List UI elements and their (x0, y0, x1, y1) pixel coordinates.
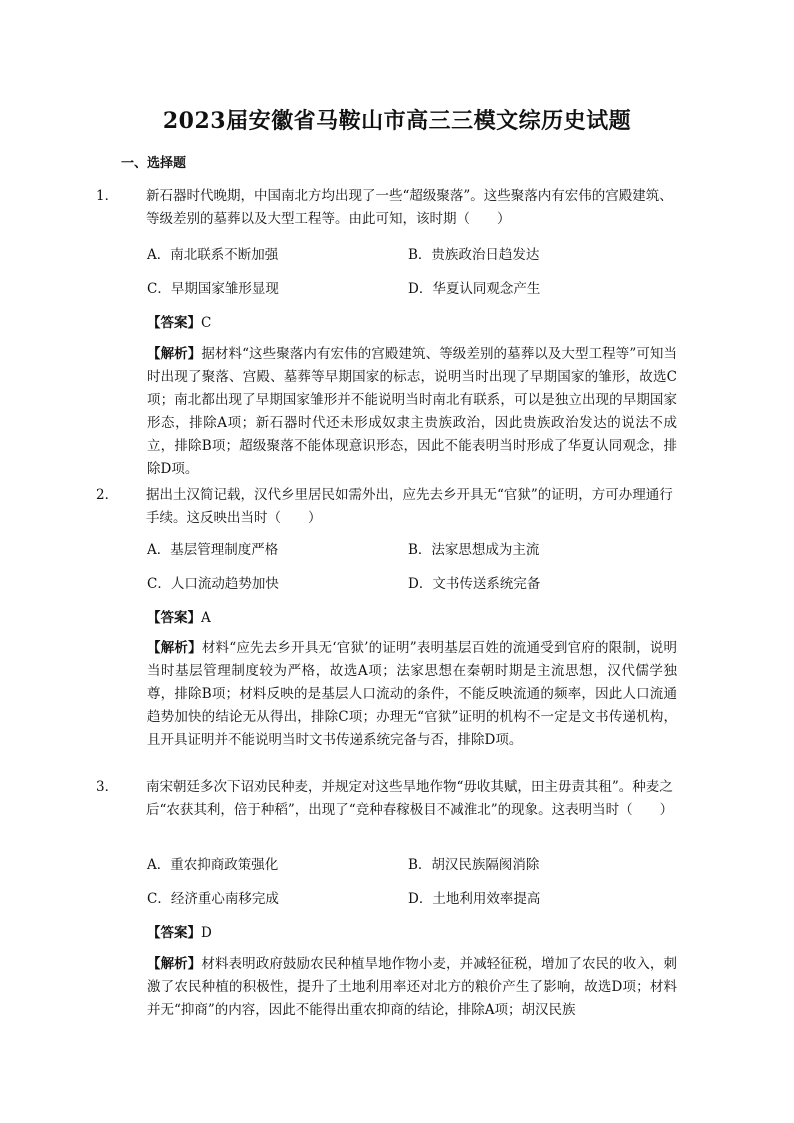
answer-3 (147, 921, 212, 941)
option-d[interactable]: D．土地利用效率提高 (408, 891, 541, 907)
question-number: 3． (96, 779, 119, 795)
option-c[interactable]: C．人口流动趋势加快 (147, 576, 279, 592)
answer-1 (147, 311, 211, 331)
document-title: 2023届安徽省马鞍山市高三三模文综历史试题 (162, 108, 632, 134)
analysis-1 (147, 343, 677, 481)
option-d[interactable]: D．文书传送系统完备 (408, 576, 541, 592)
option-c[interactable]: C．经济重心南移完成 (147, 891, 279, 907)
analysis-text: 材料表明政府鼓励农民种植旱地作物小麦，并减轻征税，增加了农民的收入，刺激了农民种植的积极性，提升了土地利用率还对北方的粮价产生了影响，故选D项；材料并无“抑商”的内容，因此不能得出重农抑商的结论，排除A项；胡汉民族 (147, 956, 677, 1018)
option-a[interactable]: A．基层管理制度严格 (147, 542, 279, 558)
question-1 (96, 185, 677, 231)
answer-label: 【答案】 (147, 925, 201, 941)
option-b[interactable]: B．贵族政治日趋发达 (408, 247, 540, 263)
option-b[interactable]: B．法家思想成为主流 (408, 542, 540, 558)
analysis-text: 据材料“这些聚落内有宏伟的宫殿建筑、等级差别的墓葬以及大型工程等”可知当时出现了聚落、宫殿、墓葬等早期国家的标志，说明当时出现了早期国家的雏形，故选C项；南北都出现了早期国家雏形并不能说明当时南北有联系，可以是独立出现的早期国家形态，排除A项；新石器时代还未形成奴隶主贵族政治，因此贵族政治发达的说法不成立，排除B项；超级聚落不能体现意识形态，因此不能表明当时形成了华夏认同观念，排除D项。 (147, 346, 677, 477)
question-stem: 2． 据出土汉简记载，汉代乡里居民如需外出，应先去乡开具无“官狱”的证明，方可办理通行手续。这反映出当时（ ） (121, 484, 677, 530)
answer-label: 【答案】 (147, 315, 201, 331)
option-a[interactable]: A．南北联系不断加强 (147, 247, 279, 263)
option-a[interactable]: A．重农抑商政策强化 (147, 857, 279, 873)
question-number: 2． (96, 487, 119, 503)
question-stem: 1． 新石器时代晚期，中国南北方均出现了一些“超级聚落”。这些聚落内有宏伟的宫殿建筑、等级差别的墓葬以及大型工程等。由此可知，该时期（ ） (121, 185, 677, 231)
analysis-label: 【解析】 (147, 956, 202, 972)
option-b[interactable]: B．胡汉民族隔阂消除 (408, 857, 540, 873)
answer-value: D (201, 925, 212, 941)
section-heading: 一、选择题 (121, 156, 187, 171)
option-c[interactable]: C．早期国家雏形显现 (147, 281, 279, 297)
question-3 (96, 776, 677, 822)
question-stem: 3． 南宋朝廷多次下诏劝民种麦，并规定对这些旱地作物“毋收其赋，田主毋责其租”。种麦之后“农获其利，倍于种稻”，出现了“竞种春稼极目不减淮北”的现象。这表明当时（ ） (121, 776, 677, 822)
answer-value: A (201, 610, 211, 626)
analysis-text: 材料“应先去乡开具无‘官狱’的证明”表明基层百姓的流通受到官府的限制，说明当时基层管理制度较为严格，故选A项；法家思想在秦朝时期是主流思想，汉代儒学独尊，排除B项；材料反映的是基层人口流动的条件，不能反映流通的频率，因此人口流通趋势加快的结论无从得出，排除C项；办理无“官狱”证明的机构不一定是文书传递机构，且开具证明并不能说明当时文书传递系统完备与否，排除D项。 (147, 640, 677, 748)
analysis-label: 【解析】 (147, 640, 202, 656)
question-2 (96, 484, 677, 530)
analysis-label: 【解析】 (147, 346, 202, 362)
analysis-3 (147, 953, 677, 1045)
answer-2 (147, 606, 211, 626)
analysis-2 (147, 637, 677, 752)
option-d[interactable]: D．华夏认同观念产生 (408, 281, 541, 297)
question-number: 1． (96, 188, 119, 204)
answer-value: C (201, 315, 212, 331)
answer-label: 【答案】 (147, 610, 201, 626)
